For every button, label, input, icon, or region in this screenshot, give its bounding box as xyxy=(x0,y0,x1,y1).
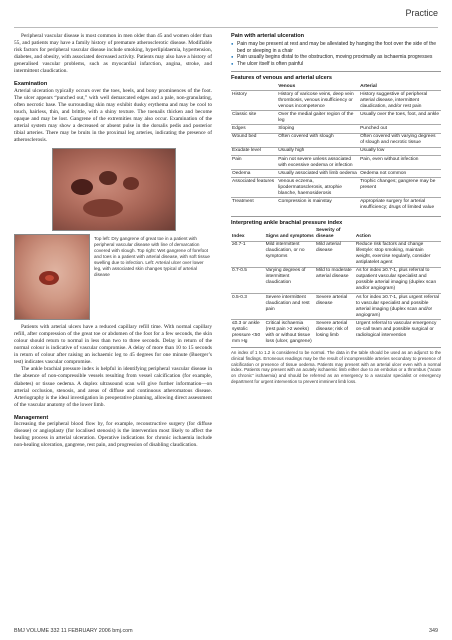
table-row xyxy=(231,111,441,125)
table-cell: As for index ≥0.7-1, plus referral to outpatient vascular specialist and possible arterial imaging (duplex scan and/or angiogram) xyxy=(355,267,441,293)
table-cell: Often covered with slough xyxy=(277,133,359,147)
left-column xyxy=(14,33,212,449)
table-cell: Over the medial gaiter region of the leg xyxy=(277,111,359,125)
table-cell: Usually associated with limb oedema xyxy=(277,170,359,178)
table-row xyxy=(231,320,441,346)
table-row xyxy=(231,125,441,133)
table-cell: Mild intermittent claudication, or no symptoms xyxy=(265,242,305,260)
table-cell: Usually low xyxy=(359,147,441,155)
table-row xyxy=(231,155,441,169)
table-cell: Pain not severe unless associated with excessive oedema or infection xyxy=(277,155,359,169)
table-cell: Sloping xyxy=(277,125,359,133)
abpi-table-title: Interpreting ankle brachial pressure index xyxy=(231,219,343,226)
table-cell: Reduce risk factors and change lifestyle: stop smoking, maintain weight, exercise regularly, consider antiplatelet agent xyxy=(355,242,431,266)
page-number: 349 xyxy=(429,628,438,634)
table-cell: Exudate level xyxy=(231,147,277,155)
photo-forefoot-gangrene xyxy=(52,148,176,231)
page-footer xyxy=(14,628,438,634)
table-cell: Critical ischaemia (rest pain >2 weeks) with or without tissue loss (ulcer, gangrene) xyxy=(265,320,315,346)
table-header: Severity of disease xyxy=(315,228,355,242)
section-title: Practice xyxy=(405,8,438,18)
table-row xyxy=(231,294,441,320)
figure-caption: Top left: Dry gangrene of great toe in a patient with peripheral vascular disease with line of demarcation covered with slough. Top right: Wet gangrene of forefoot and toes in a patient with arterial disease, with soft tissue swelling due to infection. Left: Arterial ulcer over lower leg, with associated skin changes typical of arterial disease xyxy=(94,236,210,277)
table-cell: Compression is mainstay xyxy=(277,198,359,212)
abpi-table xyxy=(231,228,441,346)
table-header: Venous xyxy=(277,83,359,91)
table-row xyxy=(231,178,441,198)
table-cell: Oedema xyxy=(231,170,277,178)
table-header: Action xyxy=(355,228,441,242)
table-row xyxy=(231,241,441,267)
table-cell: Classic site xyxy=(231,111,277,125)
table-cell: Severe arterial disease; risk of losing limb xyxy=(315,320,355,346)
table-row xyxy=(231,170,441,178)
table-cell: As for index ≥0.7-1, plus urgent referral to vascular specialist and possible arterial imaging (duplex scan and/or angiogram) xyxy=(355,294,441,320)
table-cell: Trophic changes; gangrene may be present xyxy=(359,178,441,198)
journal-citation: BMJ VOLUME 332 11 FEBRUARY 2006 bmj.com xyxy=(14,628,133,634)
examination-paragraph-1: Arterial ulceration typically occurs over the toes, heels, and bony prominences of the foot. The ulcer appears “punched out,” with well demarcated edges and a pale, non-granulating, often necrotic base. The surrounding skin may exhibit dusky erythema and may be cool to touch, hairless, thin, and brittle, with a shiny texture. The toenails thicken and become opaque and may be lost. Gangrene of the extremities may also occur. Examination of the arterial system may show a decreased or absent pulse in the dorsalis pedis and posterior tibial arteries. There may be bruits in the proximal leg arteries, indicating the presence of atherosclerosis. xyxy=(14,87,212,144)
divider xyxy=(231,347,441,348)
list-item: ● The ulcer itself is often painful xyxy=(231,61,441,68)
table-cell: Usually over the toes, foot, and ankle xyxy=(359,111,441,125)
table-cell: Appropriate surgery for arterial insufficiency; drugs of limited value xyxy=(359,198,441,212)
table-row xyxy=(231,91,441,111)
table-header: Signs and symptoms xyxy=(265,228,315,242)
table-cell: 0.5-0.3 xyxy=(231,294,265,320)
examination-heading: Examination xyxy=(14,81,48,88)
table-row xyxy=(231,198,441,212)
table-cell: Severe arterial disease xyxy=(315,294,355,320)
table-cell: Pain xyxy=(231,155,277,169)
table-cell: 0.7-0.5 xyxy=(231,267,265,293)
table-cell: History suggestive of peripheral arterial disease, intermittent claudication, and/or rest pain xyxy=(360,91,428,109)
pain-bullet-list xyxy=(231,41,441,67)
pain-box-title: Pain with arterial ulceration xyxy=(231,33,305,39)
table-cell: Mild to moderate arterial disease xyxy=(315,267,355,293)
table-cell: Venous eczema, lipodermatosclerosis, atrophie blanche, haemosiderosis xyxy=(277,178,359,198)
table-header: Arterial xyxy=(359,83,441,91)
table-cell: Treatment xyxy=(231,198,277,212)
table-cell: Often covered with varying degrees of slough and necrotic tissue xyxy=(359,133,441,147)
header-rule xyxy=(14,27,438,28)
management-paragraph: Increasing the peripheral blood flow by, for example, reconstructive surgery (for diffuse disease) or angioplasty (for localised stenosis) is the intervention most likely to affect the healing process in arterial ulceration. Operative indications for chronic ischaemia include non-healing ulceration, gangrene, rest pain, and progression of disabling claudication. xyxy=(14,421,212,449)
table-row xyxy=(231,147,441,155)
examination-paragraph-2: Patients with arterial ulcers have a reduced capillary refill time. With normal capillary refill, after compression of the great toe or abdomen of the foot for a few seconds, the skin colour should return to normal in less than two to three seconds. Delay in return of the normal colour is indicative of vascular compromise. A delay of more than 10 to 15 seconds in return of colour after raising an ischaemic leg to 45 degrees for one minute (Buerger’s test) indicates vascular compromise. xyxy=(14,324,212,366)
table-cell: History xyxy=(232,91,247,97)
table-cell: Varying degrees of intermittent claudication xyxy=(265,267,315,293)
table-cell: History of varicose veins, deep vein thrombosis, venous insufficiency or venous incompetence xyxy=(278,91,354,109)
table-header: Index xyxy=(231,228,265,242)
table-cell: Punched out xyxy=(359,125,441,133)
management-heading: Management xyxy=(14,414,49,421)
table-cell: Edges xyxy=(231,125,277,133)
table-cell: Oedema not common xyxy=(359,170,441,178)
divider xyxy=(231,71,441,72)
list-item: ● Pain usually begins distal to the obstruction, moving proximally as ischaemia progresses xyxy=(231,54,441,61)
abpi-footnote: An index of 1 to 1.2 is considered to be normal. The data in the table should be used as an adjunct to the clinical findings. Erroneous readings may be the result of incompressible arteries secondary to presence of calcification or presence of tissue oedema. Patients may present with an arterial ulcer even with a normal index. Patients may present with an acutely ischaemic limb either due to an embolus or a thrombus (“acute on chronic” ischaemia) and should be referred as an emergency to a vascular specialist or emergency department for urgent intervention to prevent imminent limb loss. xyxy=(231,350,441,384)
table-cell: ≤0.3 or ankle systolic pressure <50 mm Hg xyxy=(231,320,265,346)
features-table xyxy=(231,83,441,212)
figure-block xyxy=(14,148,212,320)
list-item: ● Pain may be present at rest and may be alleviated by hanging the foot over the side of the bed or sleeping in a chair xyxy=(231,41,441,54)
examination-paragraph-3: The ankle brachial pressure index is helpful in identifying peripheral vascular disease in the absence of non-compressible vessels resulting from vessel calcification (for example, diabetes) or tissue oedema. A duplex ultrasound scan will give further information—on arterial occlusion, stenosis, and areas of diffuse and continuous atheromatous disease. Arteriography is the ideal investigation in preoperative planning, allowing direct assessment of the vascular anatomy of the lower limb. xyxy=(14,366,212,408)
divider xyxy=(231,216,441,217)
table-cell: Mild arterial disease xyxy=(315,242,341,254)
table-row xyxy=(231,133,441,147)
table-cell: Severe intermittent claudication and rest pain xyxy=(265,294,315,320)
table-row xyxy=(231,267,441,293)
table-cell: Urgent referral to vascular emergency on-call team and possible surgical or radiological intervention xyxy=(355,320,441,346)
photo-arterial-ulcer-leg xyxy=(14,234,90,320)
table-cell: Usually high xyxy=(277,147,359,155)
features-table-title: Features of venous and arterial ulcers xyxy=(231,75,333,81)
table-cell: ≥0.7-1 xyxy=(232,242,246,248)
table-cell: Pain, even without infection xyxy=(359,155,441,169)
table-header xyxy=(231,83,277,91)
intro-paragraph: Peripheral vascular disease is most common in men older than 45 and women older than 55, and patients may have a family history of premature atherosclerotic disease. Modifiable risk factors for peripheral vascular disease include smoking, hyperlipidaemia, hypertension, diabetes, and obesity, with associated decreased activity. Patients may also have a history of generalised vascular problems, such as myocardial infarction, angina, stroke, and intermittent claudication. xyxy=(14,33,212,75)
table-cell: Wound bed xyxy=(231,133,277,147)
right-column xyxy=(231,33,441,385)
table-cell: Associated features xyxy=(231,178,277,198)
